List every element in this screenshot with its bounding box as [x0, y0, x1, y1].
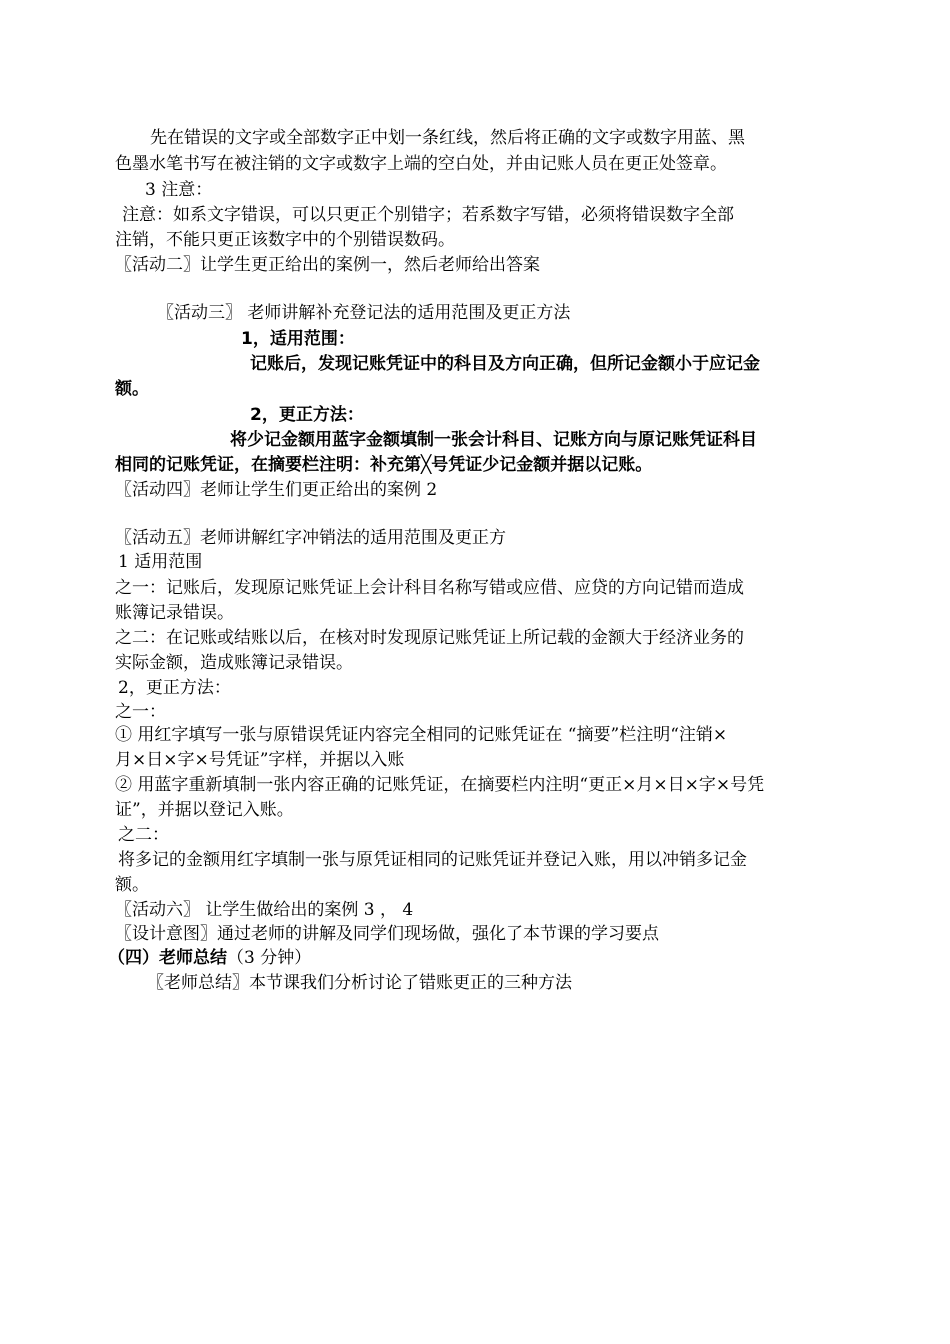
paragraph-line: 实际金额，造成账簿记录错误。	[115, 653, 353, 673]
subheading: 2，更正方法：	[118, 678, 231, 698]
paragraph-line: 注意：如系文字错误，可以只更正个别错字；若系数字写错，必须将错误数字全部	[122, 205, 734, 225]
paragraph-line: 之二：在记账或结账以后，在核对时发现原记账凭证上所记载的金额大于经济业务的	[115, 628, 744, 648]
subheading: 之二：	[118, 825, 169, 845]
paragraph-line: 将多记的金额用红字填制一张与原凭证相同的记账凭证并登记入账，用以冲销多记金	[118, 850, 747, 870]
paragraph-line: 之一：记账后，发现原记账凭证上会计科目名称写错或应借、应贷的方向记错而造成	[115, 578, 744, 598]
paragraph-line: 先在错误的文字或全部数字正中划一条红线，然后将正确的文字或数字用蓝、黑	[150, 128, 745, 148]
list-item: 证”，并据以登记入账。	[115, 800, 294, 820]
list-item: ② 用蓝字重新填制一张内容正确的记账凭证，在摘要栏内注明“更正×月×日×字×号凭	[115, 775, 765, 795]
subheading: 1，适用范围：	[241, 329, 355, 349]
activity-heading: 〖活动四〗老师让学生们更正给出的案例 2	[115, 480, 438, 500]
subheading: 2，更正方法：	[250, 405, 364, 425]
section-heading-title: （四）老师总结	[108, 948, 227, 968]
subheading: 之一：	[115, 702, 166, 722]
list-item: 月×日×字×号凭证”字样，并据以入账	[115, 750, 405, 770]
paragraph-line: 3 注意：	[145, 180, 213, 200]
activity-heading: 〖活动五〗老师讲解红字冲销法的适用范围及更正方	[115, 528, 506, 548]
activity-heading: 〖活动三〗 老师讲解补充登记法的适用范围及更正方法	[157, 303, 571, 323]
section-heading-duration: （3 分钟）	[227, 948, 312, 968]
paragraph-line: 相同的记账凭证，在摘要栏注明：补充第╳号凭证少记金额并据以记账。	[115, 455, 653, 475]
paragraph-line: 将少记金额用蓝字金额填制一张会计科目、记账方向与原记账凭证科目	[230, 430, 757, 450]
section-heading	[108, 946, 311, 970]
activity-heading: 〖活动六〗 让学生做给出的案例 3 ， 4	[115, 900, 414, 920]
paragraph-line: 额。	[115, 379, 149, 399]
activity-heading: 〖设计意图〗通过老师的讲解及同学们现场做，强化了本节课的学习要点	[115, 924, 659, 944]
paragraph-line: 注销，不能只更正该数字中的个别错误数码。	[115, 230, 455, 250]
paragraph-line: 额。	[115, 875, 149, 895]
activity-heading: 〖活动二〗让学生更正给出的案例一，然后老师给出答案	[115, 255, 540, 275]
subheading: 1 适用范围	[118, 552, 203, 572]
paragraph-line: 记账后，发现记账凭证中的科目及方向正确，但所记金额小于应记金	[250, 354, 760, 374]
paragraph-line: 色墨水笔书写在被注销的文字或数字上端的空白处，并由记账人员在更正处签章。	[115, 154, 727, 174]
list-item: ① 用红字填写一张与原错误凭证内容完全相同的记账凭证在 “摘要”栏注明“注销×	[115, 725, 728, 745]
summary-line: 〖老师总结〗本节课我们分析讨论了错账更正的三种方法	[147, 973, 572, 993]
paragraph-line: 账簿记录错误。	[115, 603, 234, 623]
